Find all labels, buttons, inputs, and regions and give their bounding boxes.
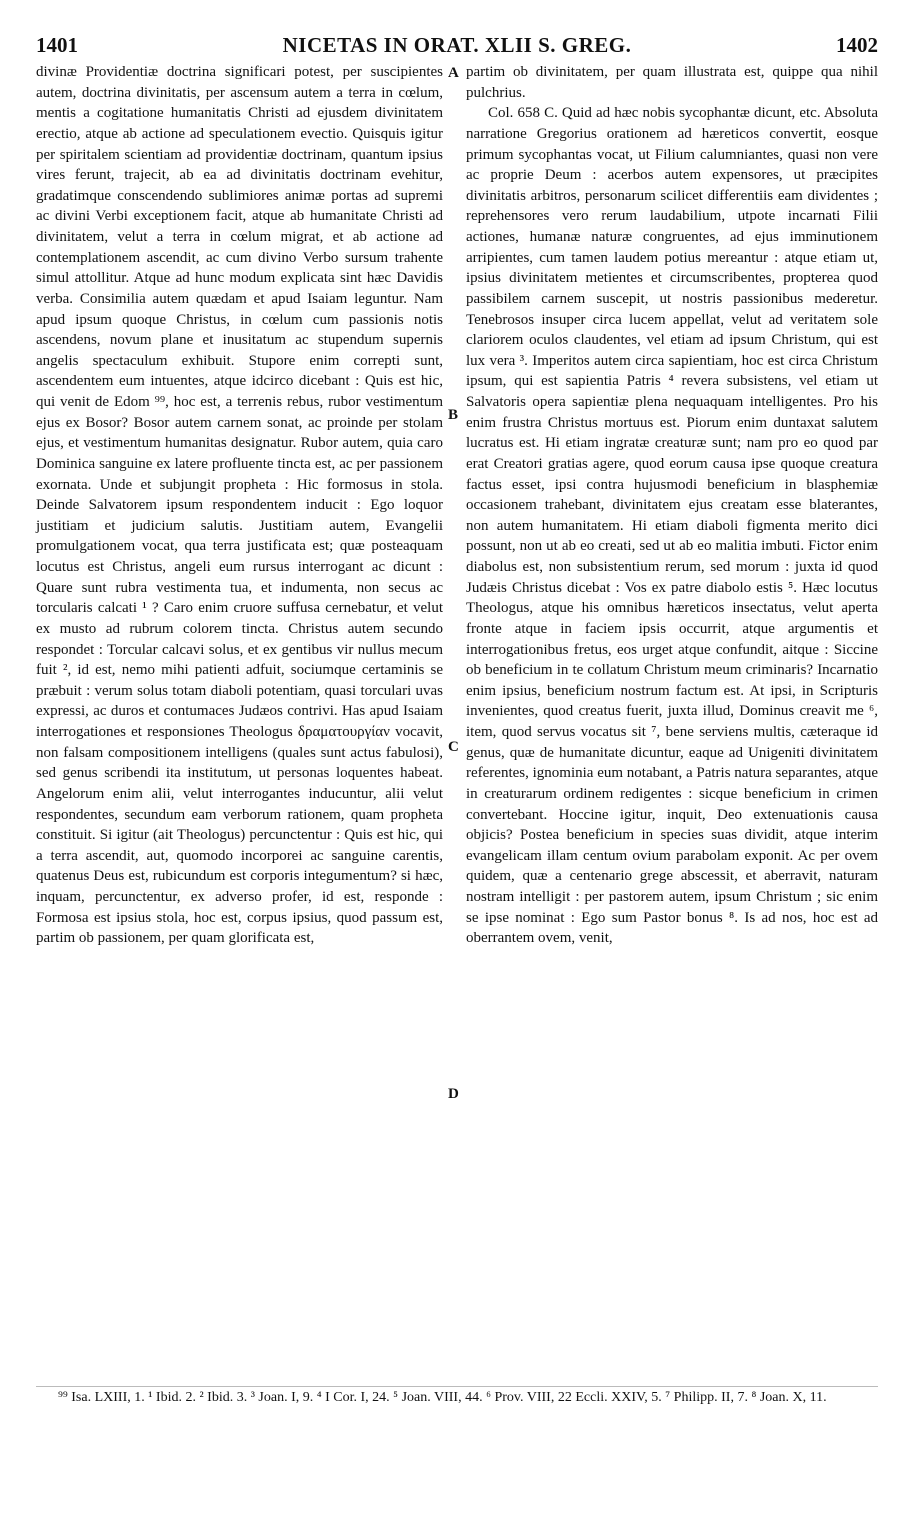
section-mark-a: A	[448, 65, 459, 81]
running-title: NICETAS IN ORAT. XLII S. GREG.	[282, 33, 632, 57]
right-column-paragraph-2: Col. 658 C. Quid ad hæc nobis sycophantæ dicunt, etc. Absoluta narratione Gregorius orationem ad hæreticos convertit, eosque primum sycophantas vocat, ut Filium calumniantes, quasi non vere ac proprie Deum : acerbos autem expensores, ut præcipites divinitatis arbitros, personarum scilicet differentiis eam dividentes ; reprehensores vero rerum laudabilium, utpote incarnati Filii actiones, humanæ naturæ congruentes, ad ejus imminutionem arripientes, cum tamen laudem potius mereantur : atque etiam ut, ipsius divinitatem metientes et circumscribentes, propterea quod passibilem carnem suscepit, ut nostris passionibus mederetur. Tenebrosos insuper circa lucem appellat, velut ad veritatem sole clariorem oculos claudentes, vel etiam ad ipsum Christum, qui est lux vera ³. Imperitos autem circa sapientiam, hoc est circa Christum ipsum, qui est sapientia Patris ⁴ revera subsistens, vel etiam ut Salvatoris opera sapientiæ plena nequaquam intelligentes. Pro his enim frustra Christus mortuus est. Piorum enim duntaxat salutem lucratus est. Hi etiam ingratæ creaturæ sunt; nam pro eo quod par erat Creatori gratias agere, quod eorum causa ipse quoque creatura factus esset, ipsi contra hujusmodi beneficium in blasphemiæ occasionem trahebant, divinitatem ejus creatam esse blaterantes, non autem humanitatem. Hi etiam diaboli figmenta merito dici possunt, non ut ab eo creati, sed ut ab eo malitia imbuti. Fictor enim diabolus est, non subsistentium rerum, sed morum : juxta id quod Judæis Christus dicebat : Vos ex patre diabolo estis ⁵. Hæc locutus Theologus, atque his omnibus hæreticos insectatus, velut aperta fronte atque in faciem ipsis occurrit, atque argumentis et interrogationibus fretus, eos urget atque confundit, aitque : Siccine ob beneficium in te collatum Christum meum criminaris? Incarnatio enim ipsius, beneficium nostrum factum est. At ipsi, in Scripturis invenientes, quod creatus fuerit, juxta illud, Dominus creavit me ⁶, item, quod servus vocatus sit ⁷, bene serviens multis, cæteraque id genus, quæ de humanitate dicuntur, eaque ad Unigeniti divinitatem referentes, ignominia eum notabant, a Patris natura separantes, atque in creaturarum ordinem redigentes : sicque beneficium in crimen convertebant. Hoccine igitur, inquit, Deo extenuationis causa objicis? Postea beneficium in species suas dividit, atque interim evangelicam illam centum ovium parabolam exponit. Ac per ovem quidem, quæ a centenario grege abscessit, et aberravit, naturam nostram intelligit : per pastorem autem, ipsum Christum ; sic enim se ipse nominat : Ego sum Pastor bonus ⁸. Is ad nos, hoc est ad oberrantem ovem, venit,	[466, 105, 878, 947]
page-header	[36, 30, 878, 60]
right-column	[466, 62, 878, 949]
section-mark-d: D	[448, 1086, 459, 1102]
page-number-right: 1402	[836, 33, 878, 57]
left-column	[36, 62, 443, 949]
footnote-divider	[36, 1386, 878, 1387]
section-mark-b: B	[448, 407, 459, 423]
footnotes-text: ⁹⁹ Isa. LXIII, 1. ¹ Ibid. 2. ² Ibid. 3. ³ Joan. I, 9. ⁴ I Cor. I, 24. ⁵ Joan. VIII, 44. ⁶ Prov. VIII, 22 Eccli. XXIV, 5. ⁷ Philipp. II, 7. ⁸ Joan. X, 11.	[58, 1390, 827, 1405]
section-mark-c: C	[448, 739, 459, 755]
footnotes	[36, 1388, 878, 1408]
page-number-left: 1401	[36, 33, 78, 57]
left-column-text: divinæ Providentiæ doctrina significari potest, per suscipientes autem, doctrina divinitatis, per ascensum autem a terra in cœlum, mentis a cogitatione humanitatis Christi ad ejusdem divinitatem erectio, atque ab actione ad speculationem evectio. Quisquis igitur per spiritalem scientiam ad providentiæ doctrinam, quantum ipsius vires ferunt, trajecit, ab ea ad divinitatis doctrinam evehitur, gradatimque conscendendo sublimiores animæ portas ad supremi ac divini Verbi exceptionem facit, atque ab humanitate Christi ad divinitatem, velut a terra in cœlum migrat, et ab actione ad contemplationem ascendit, ac cum divino Verbo sursum trahente simul attollitur. Atque ad hunc modum explicata sint hæc Davidis verba. Consimilia autem quædam et apud Isaiam leguntur. Nam apud ipsum quoque Christus, in cœlum cum passionis notis ascendens, novum plane et inusitatum ac stupendum supernis angelis spectaculum exhibuit. Stupore enim correpti sunt, ascendentem eum intuentes, atque idcirco dicebant : Quis est hic, qui venit de Edom ⁹⁹, hoc est, a terrenis rebus, rubor vestimentum ejus ex Bosor? Bosor autem carnem sonat, ac proinde per stolam ejus, et vestimentum humanitas designatur. Rubor autem, quia caro Dominica sanguine ex latere profluente tincta est, ac per passionem exornata. Unde et subjungit propheta : Hic formosus in stola. Deinde Salvatorem ipsum respondentem inducit : Ego loquor justitiam et judicium salutis. Justitiam autem, Evangelii promulgationem vocat, qua terra justificata est; quæ posteaquam locutus est Christus, angeli eum rursus interrogant ac dicunt : Quare sunt rubra vestimenta tua, et indumenta, non secus ac torcularis calcati ¹ ? Caro enim cruore suffusa cernebatur, et velut ex musto ad rubrum colorem tincta. Christus autem secundo respondet : Torcular calcavi solus, et ex gentibus vir nullus mecum fuit ², id est, nemo mihi patienti adfuit, sociumque certaminis se præbuit : verum solus totam diaboli potentiam, quasi torculari uvas expressi, ac duros et contumaces Judæos contrivi. Has apud Isaiam interrogationes et responsiones Theologus δραματουργίαν vocavit, non falsam compositionem intelligens (quales sunt actus fabulosi), sed genus scribendi ita institutum, ut personas loquentes habeat. Angelorum enim alii, velut interrogantes inducuntur, alii velut respondentes, secundum eam verborum rationem, quam propheta constituit. Si igitur (ait Theologus) percunctentur : Quis est hic, qui a terra ascendit, aut, quomodo incorporei ac sanguine carentis, quatenus Deus est, rubicundum est corporis integumentum? si hæc, inquam, percunctentur, ex adverso profer, id est, responde : Formosa est ipsius stola, hoc est, corpus ipsius, quod passum est, partim ob passionem, per quam glorificata est,	[36, 64, 443, 947]
right-column-paragraph-1: partim ob divinitatem, per quam illustrata est, quippe qua nihil pulchrius.	[466, 64, 878, 101]
